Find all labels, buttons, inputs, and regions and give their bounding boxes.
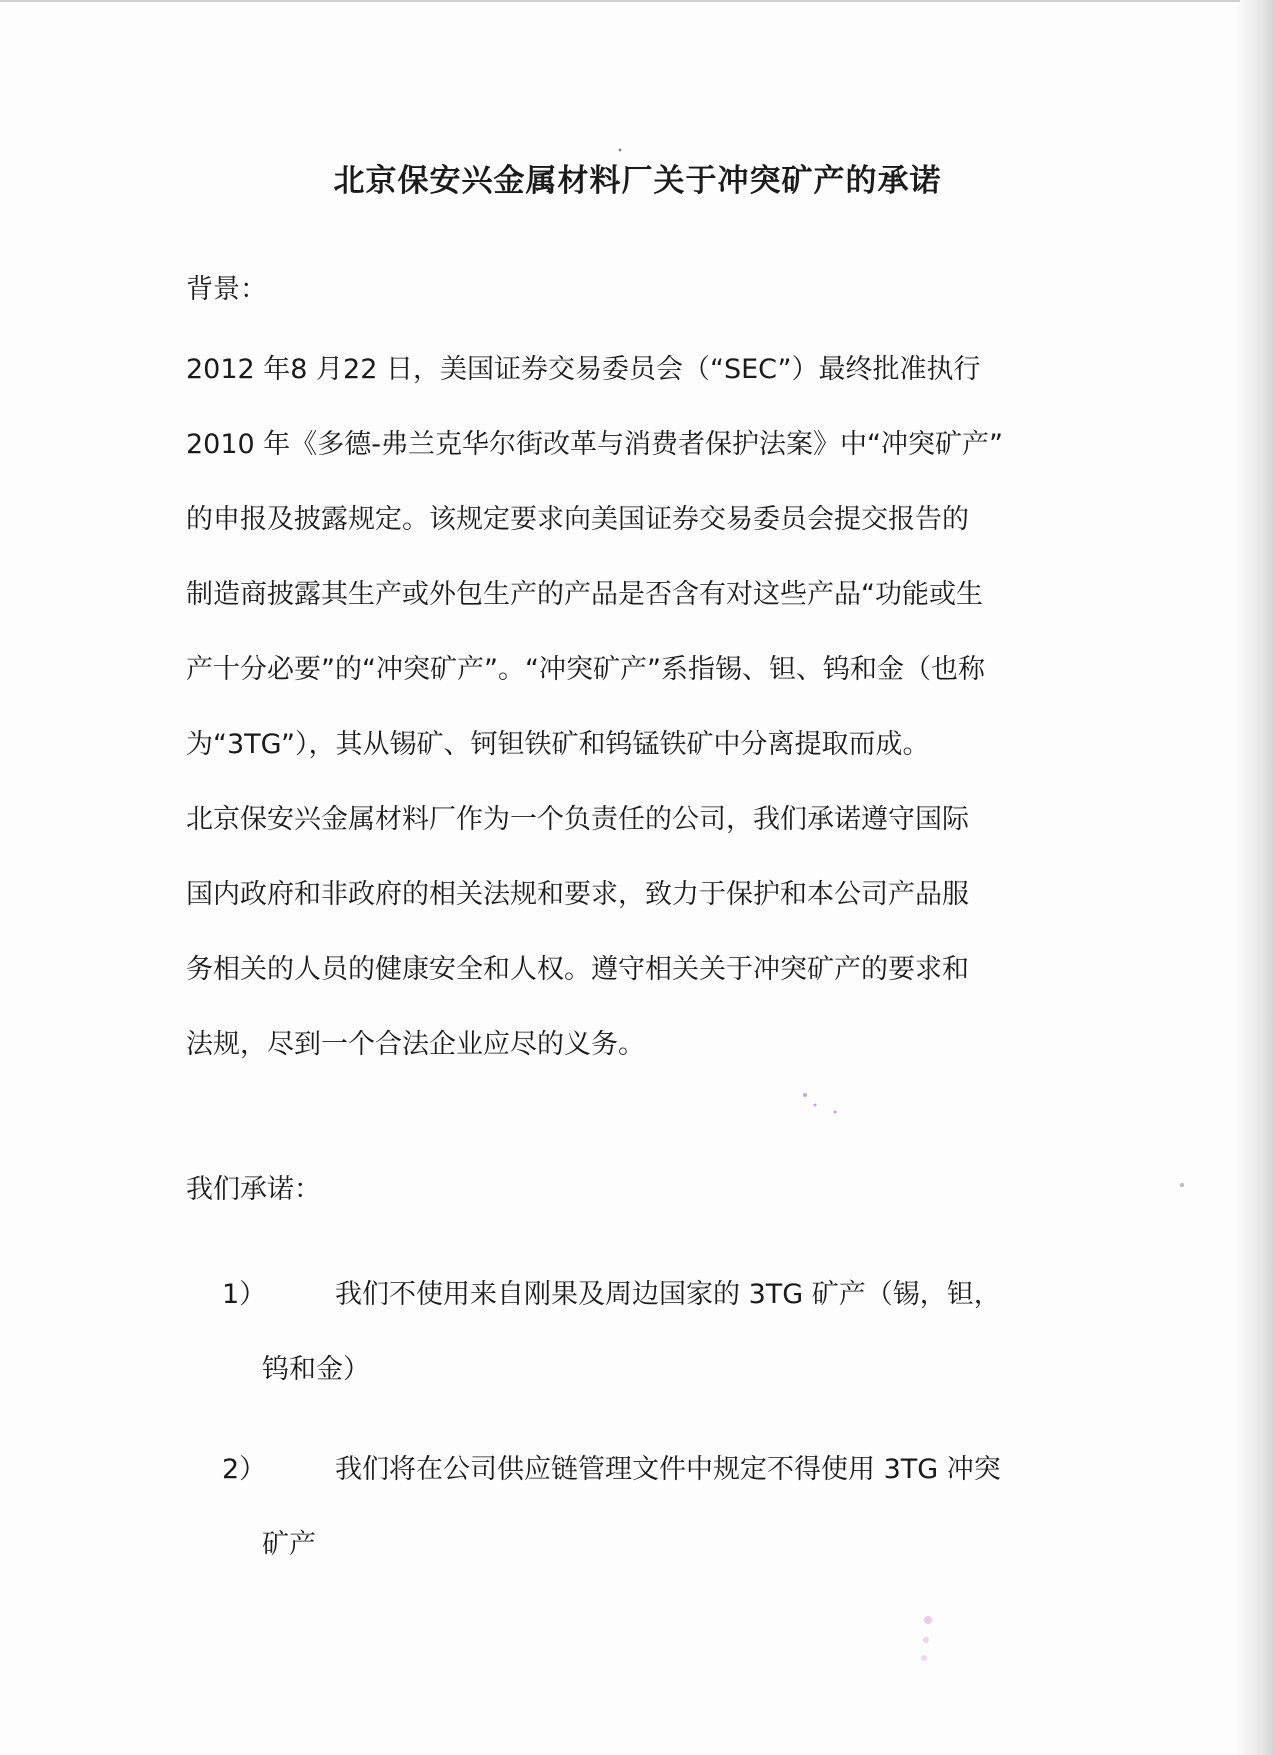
commitment-text-continued: 钨和金） (262, 1354, 370, 1385)
background-heading: 背景： (186, 274, 267, 305)
company-statement-line: 北京保安兴金属材料厂作为一个负责任的公司，我们承诺遵守国际 (186, 804, 969, 835)
background-line: 为“3TG”），其从锡矿、钶钽铁矿和钨锰铁矿中分离提取而成。 (186, 729, 930, 760)
background-line: 2010 年《多德-弗兰克华尔街改革与消费者保护法案》中“冲突矿产” (186, 429, 1004, 460)
commitment-text: 我们不使用来自刚果及周边国家的 3TG 矿产（锡，钽， (335, 1279, 1001, 1310)
background-line: 制造商披露其生产或外包生产的产品是否含有对这些产品“功能或生 (186, 579, 983, 610)
background-line: 2012 年8 月22 日，美国证券交易委员会（“SEC”）最终批准执行 (186, 354, 981, 385)
scan-edge-shadow (1235, 0, 1275, 1755)
company-statement-line: 国内政府和非政府的相关法规和要求，致力于保护和本公司产品服 (186, 879, 969, 910)
document-title: 北京保安兴金属材料厂关于冲突矿产的承诺 (333, 163, 942, 199)
background-line: 的申报及披露规定。该规定要求向美国证券交易委员会提交报告的 (186, 504, 969, 535)
commitment-text-continued: 矿产 (262, 1529, 316, 1560)
commitment-heading: 我们承诺： (186, 1174, 321, 1205)
background-line: 产十分必要”的“冲突矿产”。“冲突矿产”系指锡、钽、钨和金（也称 (186, 654, 985, 685)
commitment-number: 2） (222, 1454, 267, 1485)
scan-top-edge (0, 0, 1240, 2)
commitment-text: 我们将在公司供应链管理文件中规定不得使用 3TG 冲突 (335, 1454, 1001, 1485)
commitment-number: 1） (222, 1279, 267, 1310)
company-statement-line: 法规，尽到一个合法企业应尽的义务。 (186, 1029, 645, 1060)
company-statement-line: 务相关的人员的健康安全和人权。遵守相关关于冲突矿产的要求和 (186, 954, 969, 985)
